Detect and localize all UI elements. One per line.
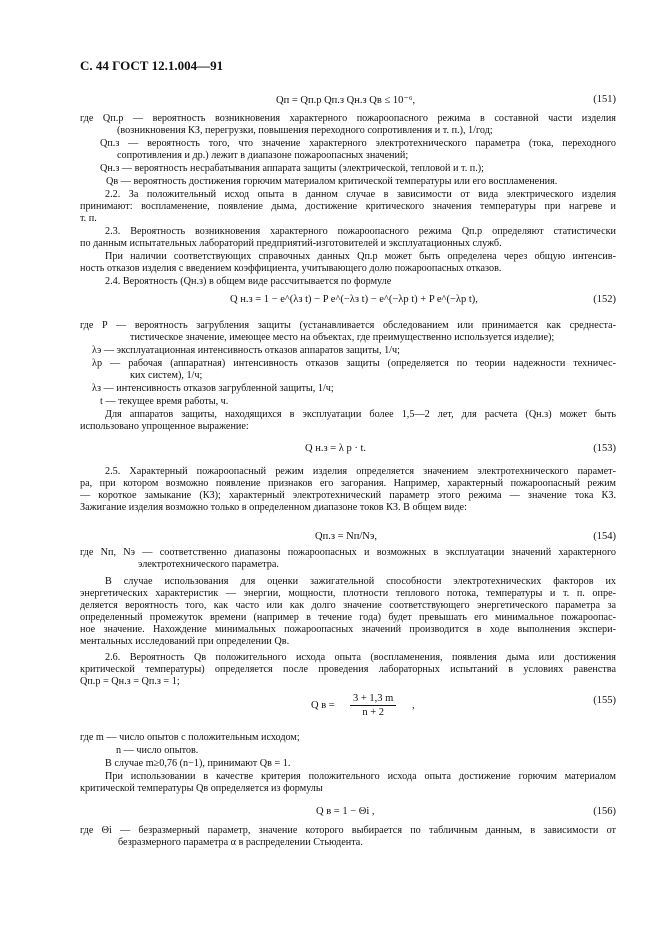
equation-153-number: (153) (593, 443, 616, 454)
equation-155-tail: , (412, 700, 415, 711)
text-line: сопротивления и др.) лежит в диапазоне пожароопасных значений; (117, 150, 409, 161)
equation-155 (80, 692, 616, 724)
text-line: безразмерного параметра α в распределении Стьюдента. (118, 837, 363, 848)
equation-156-formula: Q в = 1 − Θi , (316, 806, 375, 817)
text-line: использовано упрощенное выражение: (80, 421, 249, 432)
text-line: — короткое замыкание (КЗ); характерный электротехнический параметр этого режима — значение тока КЗ. (80, 490, 616, 501)
text-line: n — число опытов. (116, 745, 199, 756)
text-line: В случае m≥0,76 (n−1), принимают Qв = 1. (105, 758, 291, 769)
text-line: т. п. (80, 213, 97, 224)
text-line: λз — интенсивность отказов загрубленной защиты, 1/ч; (92, 383, 334, 394)
text-line: 2.2. За положительный исход опыта в данном случае в зависимости от вида электрического изделия (105, 189, 616, 200)
equation-156-number: (156) (593, 806, 616, 817)
equation-155-fraction (350, 692, 396, 719)
text-line: где Θi — безразмерный параметр, значение которого выбирается по табличным данным, в зависимости от (80, 825, 616, 836)
text-line: Qп.з — вероятность того, что значение характерного электротехнического параметра (тока, переходного (100, 138, 616, 149)
text-line: 2.3. Вероятность возникновения характерного пожароопасного режима Qп.р определяют статистически (105, 226, 616, 237)
text-line: где m — число опытов с положительным исходом; (80, 732, 300, 743)
text-line: ра, при котором возможно появление признаков его загорания. Например, характерный пожароопасный режим (80, 478, 616, 489)
text-line: Для аппаратов защиты, находящихся в эксплуатации более 1,5—2 лет, для расчета (Qн.з) может быть (105, 409, 616, 420)
equation-155-numerator: 3 + 1,3 m (350, 692, 396, 706)
text-line: (возникновения КЗ, перегрузки, повышения переходного сопротивления и т. п.), 1/год; (117, 125, 493, 136)
text-line: по данным испытательных лабораторий предприятий-изготовителей и эксплуатационных служб. (80, 238, 502, 249)
text-line: Qп.р = Qн.з = Qп.з = 1; (80, 676, 180, 687)
equation-152-formula: Q н.з = 1 − e^(λз t) − P e^(−λз t) − e^(−λр t) + P e^(−λр t), (230, 294, 478, 305)
equation-154 (80, 531, 616, 547)
text-line: ментальных исследований при определении Qв. (80, 636, 290, 647)
text-line: Зажигание изделия возможно только в определенном диапазоне токов КЗ. В общем виде: (80, 502, 467, 513)
equation-154-formula: Qп.з = Nп/Nэ, (315, 531, 377, 542)
text-line: 2.6. Вероятность Qв положительного исхода опыта (воспламенения, появления дыма или достижения (105, 652, 616, 663)
text-line: λэ — эксплуатационная интенсивность отказов аппаратов защиты, 1/ч; (92, 345, 400, 356)
text-line: энергетических характеристик — энергии, мощности, плотности теплового потока, температуры и т. п. опре- (80, 588, 616, 599)
equation-151-number: (151) (593, 94, 616, 105)
text-line: При наличии соответствующих справочных данных Qп.р может быть определена через общую интенсив- (105, 251, 616, 262)
text-line: деляется вероятность того, как часто или как долго значение соответствующего энергетического параметра за (80, 600, 616, 611)
text-line: Qн.з — вероятность несрабатывания аппарата защиты (электрической, тепловой и т. п.); (100, 163, 485, 174)
equation-151 (80, 94, 616, 110)
text-line: где P — вероятность загрубления защиты (устанавливается обследованием или принимается как среднеста- (80, 320, 616, 331)
equation-151-formula: Qп = Qп.р Qп.з Qн.з Qв ≤ 10⁻⁶, (276, 95, 416, 106)
text-line: В случае использования для оценки зажигательной способности электротехнических факторов их (105, 576, 616, 587)
equation-152 (80, 294, 616, 310)
equation-153 (80, 443, 616, 459)
text-line: ность отказов изделия с введением коэффициента, учитывающего долю пожароопасных отказов. (80, 263, 502, 274)
page-header: С. 44 ГОСТ 12.1.004—91 (80, 58, 224, 73)
text-line: критической температуры Qв определяется из формулы (80, 783, 323, 794)
equation-155-denominator: n + 2 (362, 707, 384, 718)
text-line: ное значение. Нахождение минимальных пожароопасных значений производится в ходе выполнения экспери- (80, 624, 616, 635)
text-line: где Nп, Nэ — соответственно диапазоны пожароопасных и возможных в эксплуатации значений характерного (80, 547, 616, 558)
text-line: 2.4. Вероятность (Qн.з) в общем виде рассчитывается по формуле (105, 276, 392, 287)
text-line: электротехнического параметра. (138, 559, 279, 570)
text-line: Qв — вероятность достижения горючим материалом критической температуры или его воспламенения. (106, 176, 558, 187)
text-line: ких систем), 1/ч; (130, 370, 203, 381)
text-line: определенный промежуток времени (например в течение года) будет превышать его минимальное пожароопас- (80, 612, 616, 623)
text-line: t — текущее время работы, ч. (100, 396, 229, 407)
text-line: принимают: воспламенение, появление дыма, достижение критического значения температуры при нагреве и (80, 201, 616, 212)
equation-155-lhs: Q в = (311, 700, 335, 711)
text-line: λр — рабочая (аппаратная) интенсивность отказов защиты (определяется по теории надежности техничес- (92, 358, 616, 369)
text-line: 2.5. Характерный пожароопасный режим изделия определяется значением электротехнического парамет- (105, 466, 616, 477)
equation-154-number: (154) (593, 531, 616, 542)
text-line: где Qп.р — вероятность возникновения характерного пожароопасного режима в составной части изделия (80, 113, 616, 124)
equation-156 (80, 806, 616, 822)
equation-153-formula: Q н.з = λ р · t. (305, 443, 367, 454)
text-line: критической температуры) определяется после проведения лабораторных испытаний в условиях равенства (80, 664, 616, 675)
equation-152-number: (152) (593, 294, 616, 305)
equation-155-number: (155) (593, 695, 616, 706)
text-line: тистическое значение, имеющее место на объектах, где преимущественно используется изделие); (130, 332, 555, 343)
text-line: При использовании в качестве критерия положительного исхода опыта достижение горючим материалом (105, 771, 616, 782)
